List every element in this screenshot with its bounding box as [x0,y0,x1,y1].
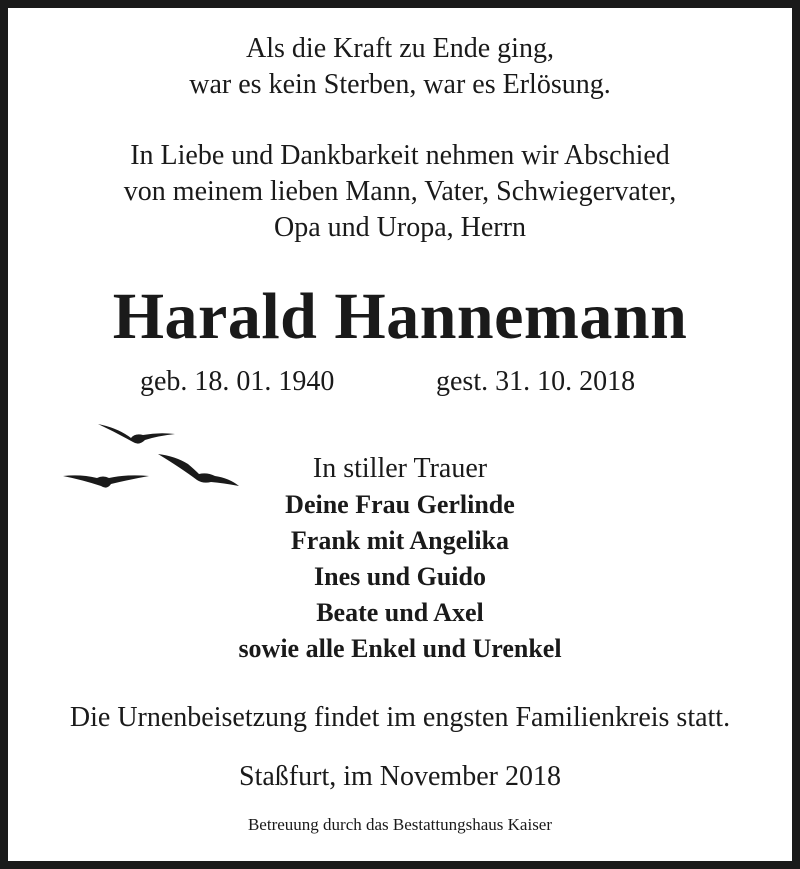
place-and-date: Staßfurt, im November 2018 [239,761,561,792]
mourner-name: Ines und Guido [314,562,486,591]
mourner-name: Frank mit Angelika [290,526,510,555]
mourner-name: Beate und Axel [316,598,484,627]
verse-line-2: war es kein Sterben, war es Erlösung. [189,69,611,100]
mourner-name: sowie alle Enkel und Urenkel [238,634,562,663]
birth-date: geb. 18. 01. 1940 [140,366,335,397]
verse-line-1: Als die Kraft zu Ende ging, [246,33,554,64]
intro-line-1: In Liebe und Dankbarkeit nehmen wir Abschied [130,140,670,171]
burial-notice: Die Urnenbeisetzung findet im engsten Familienkreis statt. [69,702,731,733]
deceased-name: Harald Hannemann [112,280,688,353]
funeral-home-credit: Betreuung durch das Bestattungshaus Kaiser [247,815,553,834]
mourner-name: Deine Frau Gerlinde [285,490,515,519]
intro-line-2: von meinem lieben Mann, Vater, Schwiegervater, [123,176,677,207]
bird-icon-1 [98,424,175,444]
death-date: gest. 31. 10. 2018 [436,366,636,397]
intro-line-3: Opa und Uropa, Herrn [274,212,526,243]
mourners-heading: In stiller Trauer [312,453,488,484]
